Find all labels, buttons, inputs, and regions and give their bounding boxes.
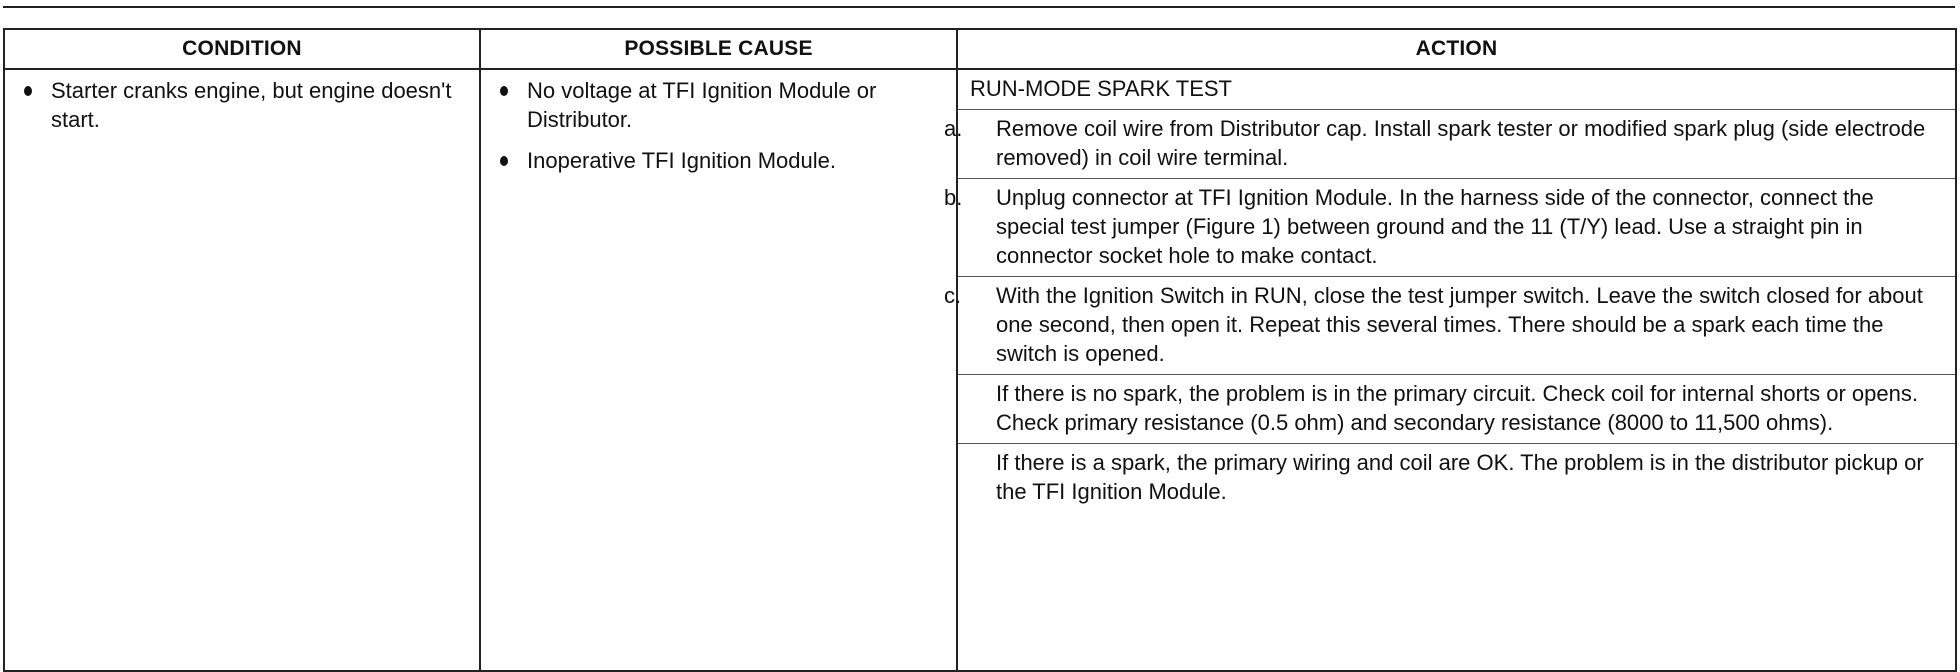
step-text-c: [944, 281, 1945, 368]
note-spark: If there is a spark, the primary wiring and coil are OK. The problem is in the distributor pickup or the TFI Ignition Module.: [996, 450, 1924, 504]
action-title: RUN-MODE SPARK TEST: [970, 76, 1232, 101]
action-cell: [944, 69, 1956, 671]
bullet-icon: [500, 156, 508, 166]
header-condition: CONDITION: [4, 29, 480, 69]
header-possible-cause: POSSIBLE CAUSE: [480, 29, 957, 69]
condition-cell: [4, 69, 480, 671]
bullet-icon: [24, 86, 32, 96]
action-step: [944, 110, 1955, 179]
cause-cell: [480, 69, 957, 671]
step-body: Remove coil wire from Distributor cap. Install spark tester or modified spark plug (side electrode removed) in coil wire terminal.: [996, 116, 1926, 170]
step-letter: b.: [944, 185, 963, 210]
troubleshooting-table: [3, 28, 1957, 672]
header-action: ACTION: [957, 29, 1956, 69]
action-note: [958, 375, 1955, 444]
list-item: [491, 76, 948, 134]
step-text-a: [944, 114, 1945, 172]
document-page: [3, 6, 1955, 664]
step-letter: c.: [944, 283, 962, 308]
top-rule: [3, 6, 1955, 8]
action-step: [944, 277, 1955, 375]
cause-list: [481, 70, 956, 175]
header-row: [4, 29, 1956, 69]
step-letter: a.: [944, 116, 963, 141]
action-title-block: [958, 70, 1955, 110]
list-item: [491, 146, 948, 175]
step-text-b: [944, 183, 1945, 270]
list-item: [15, 76, 471, 134]
condition-text: Starter cranks engine, but engine doesn't start.: [51, 78, 452, 132]
condition-list: [5, 70, 479, 134]
step-body: With the Ignition Switch in RUN, close the test jumper switch. Leave the switch closed for about one second, then open it. Repeat this several times. There should be a spark each time the switch is opened.: [996, 283, 1923, 366]
cause-text: No voltage at TFI Ignition Module or Distributor.: [527, 78, 877, 132]
action-note: [958, 444, 1955, 512]
step-body: Unplug connector at TFI Ignition Module. In the harness side of the connector, connect the special test jumper (Figure 1) between ground and the 11 (T/Y) lead. Use a straight pin in connector socket hole to make contact.: [996, 185, 1874, 268]
bullet-icon: [500, 86, 508, 96]
action-step: [944, 179, 1955, 277]
cause-text: Inoperative TFI Ignition Module.: [527, 148, 836, 173]
note-no-spark: If there is no spark, the problem is in the primary circuit. Check coil for internal shorts or opens. Check primary resistance (0.5 ohm) and secondary resistance (8000 to 11,500 ohms).: [996, 381, 1918, 435]
table-row: [4, 69, 1956, 671]
